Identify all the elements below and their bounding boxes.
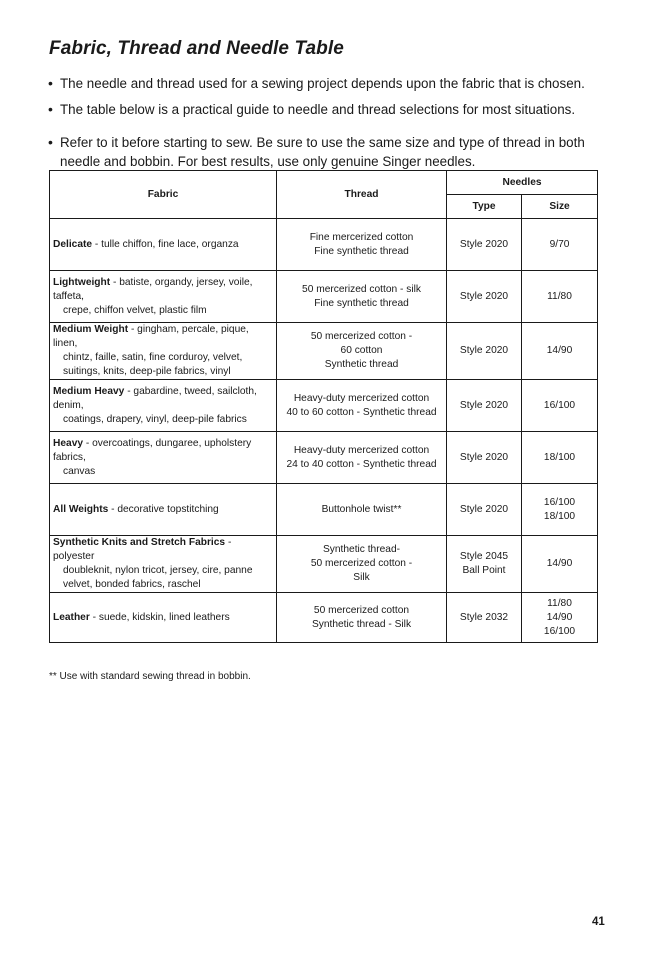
fabric-cell — [50, 323, 277, 380]
thread-cell — [277, 271, 447, 323]
needle-type-cell-line: Style 2032 — [459, 611, 509, 623]
thread-cell-line: Synthetic thread - Silk — [311, 618, 412, 630]
fabric-cell — [50, 593, 277, 643]
fabric-desc: crepe, chiffon velvet, plastic film — [63, 304, 207, 316]
needle-size-cell — [522, 484, 598, 536]
needle-size-cell-line: 16/100 — [543, 399, 576, 411]
needle-type-cell — [447, 593, 522, 643]
table-row — [50, 219, 598, 271]
fabric-desc: - polyester — [53, 537, 232, 562]
needle-type-cell-line: Style 2020 — [459, 238, 509, 250]
fabric-name: Medium Weight — [53, 324, 129, 335]
fabric-cell — [50, 432, 277, 484]
fabric-cell — [50, 380, 277, 432]
needle-type-cell-line: Style 2045 — [459, 551, 509, 562]
thread-cell-line: 40 to 60 cotton - Synthetic thread — [286, 406, 437, 418]
needle-type-cell — [447, 219, 522, 271]
needle-type-cell-line: Ball Point — [462, 565, 506, 576]
needle-type-cell-line: Style 2020 — [459, 345, 509, 356]
needle-size-cell-line: 14/90 — [546, 611, 573, 623]
fabric-name: Synthetic Knits and Stretch Fabrics — [53, 537, 226, 548]
table-body — [50, 219, 598, 643]
intro-bullets — [34, 74, 609, 178]
table-row — [50, 593, 598, 643]
fabric-name: Lightweight — [53, 276, 111, 288]
header-type: Type — [447, 195, 522, 219]
fabric-name: Leather — [53, 611, 90, 623]
thread-cell-line: 50 mercerized cotton — [313, 604, 410, 616]
header-size: Size — [522, 195, 598, 219]
needle-type-cell — [447, 380, 522, 432]
thread-cell-line: 50 mercerized cotton - — [310, 331, 413, 342]
fabric-desc: - decorative topstitching — [111, 503, 219, 515]
page-number: 41 — [592, 916, 605, 928]
thread-cell — [277, 323, 447, 380]
thread-cell — [277, 484, 447, 536]
needle-size-cell-line: 18/100 — [543, 510, 576, 522]
table-row — [50, 536, 598, 593]
fabric-desc: doubleknit, nylon tricot, jersey, cire, panne — [63, 565, 253, 576]
thread-cell — [277, 536, 447, 593]
table-row — [50, 271, 598, 323]
needle-type-cell-line: Style 2020 — [459, 451, 509, 463]
needle-type-cell — [447, 432, 522, 484]
bullet-item: • The needle and thread used for a sewing project depends upon the fabric that is chosen. — [34, 74, 609, 93]
thread-cell-line: Fine synthetic thread — [314, 245, 409, 257]
fabric-cell — [50, 271, 277, 323]
table-row — [50, 323, 598, 380]
needle-type-cell — [447, 271, 522, 323]
fabric-desc: - overcoatings, dungaree, upholstery fabrics, — [53, 437, 252, 463]
needle-size-cell-line: 11/80 — [547, 290, 572, 302]
thread-cell-line: Synthetic thread — [324, 359, 399, 370]
needle-size-cell — [522, 536, 598, 593]
fabric-name: Heavy — [53, 437, 84, 449]
needle-type-cell — [447, 484, 522, 536]
needle-type-cell-line: Style 2020 — [459, 399, 509, 411]
fabric-desc: coatings, drapery, vinyl, deep-pile fabrics — [63, 413, 247, 425]
needle-size-cell-line: 14/90 — [546, 345, 573, 356]
needle-type-cell — [447, 323, 522, 380]
header-needles: Needles — [447, 171, 598, 195]
page-title: Fabric, Thread and Needle Table — [49, 38, 344, 59]
needle-size-cell — [522, 593, 598, 643]
fabric-cell — [50, 536, 277, 593]
thread-cell-line: Fine synthetic thread — [314, 297, 409, 309]
table-row — [50, 380, 598, 432]
needle-size-cell — [522, 323, 598, 380]
fabric-thread-needle-table — [49, 170, 598, 643]
fabric-desc: - suede, kidskin, lined leathers — [92, 611, 230, 623]
fabric-cell — [50, 484, 277, 536]
thread-cell — [277, 219, 447, 271]
bullet-item: • Refer to it before starting to sew. Be sure to use the same size and type of thread in both needle and bobbin. For best results, use only genuine Singer needles. — [34, 133, 609, 171]
table-row — [50, 432, 598, 484]
fabric-desc: - tulle chiffon, fine lace, organza — [94, 238, 239, 250]
header-thread: Thread — [277, 171, 447, 219]
thread-cell — [277, 380, 447, 432]
thread-cell — [277, 432, 447, 484]
needle-size-cell-line: 14/90 — [546, 558, 573, 569]
needle-size-cell-line: 11/80 — [547, 597, 572, 609]
thread-cell-line: Fine mercerized cotton — [309, 231, 414, 243]
fabric-desc: canvas — [63, 465, 96, 477]
needle-type-cell — [447, 536, 522, 593]
thread-cell-line: Buttonhole twist** — [321, 503, 402, 515]
fabric-desc: - gabardine, tweed, sailcloth, denim, — [53, 385, 257, 411]
fabric-desc: velvet, bonded fabrics, raschel — [63, 579, 201, 590]
footnote: ** Use with standard sewing thread in bobbin. — [49, 671, 251, 682]
header-fabric: Fabric — [50, 171, 277, 219]
fabric-name: Delicate — [53, 238, 93, 250]
needle-type-cell-line: Style 2020 — [459, 290, 509, 302]
thread-cell-line: 24 to 40 cotton - Synthetic thread — [286, 458, 437, 470]
thread-cell — [277, 593, 447, 643]
fabric-desc: suitings, knits, deep-pile fabrics, vinyl — [63, 366, 231, 377]
needle-size-cell-line: 18/100 — [543, 451, 576, 463]
needle-size-cell-line: 16/100 — [543, 625, 576, 637]
needle-size-cell — [522, 380, 598, 432]
thread-cell-line: Synthetic thread- — [322, 544, 400, 555]
fabric-cell — [50, 219, 277, 271]
needle-size-cell-line: 16/100 — [543, 496, 576, 508]
needle-size-cell-line: 9/70 — [549, 238, 570, 250]
thread-cell-line: 50 mercerized cotton - — [310, 558, 413, 569]
fabric-desc: - batiste, organdy, jersey, voile, taffeta, — [53, 276, 253, 302]
needle-size-cell — [522, 219, 598, 271]
thread-cell-line: 60 cotton — [340, 345, 383, 356]
thread-cell-line: Heavy-duty mercerized cotton — [293, 444, 430, 456]
table-row — [50, 484, 598, 536]
fabric-name: Medium Heavy — [53, 385, 125, 397]
thread-cell-line: 50 mercerized cotton - silk — [302, 283, 421, 295]
fabric-desc: chintz, faille, satin, fine corduroy, velvet, — [63, 352, 243, 363]
needle-size-cell — [522, 432, 598, 484]
needle-type-cell-line: Style 2020 — [459, 503, 509, 515]
fabric-name: All Weights — [53, 503, 109, 515]
thread-cell-line: Heavy-duty mercerized cotton — [293, 392, 430, 404]
thread-cell-line: Silk — [353, 572, 370, 583]
needle-size-cell — [522, 271, 598, 323]
fabric-desc: - gingham, percale, pique, linen, — [53, 324, 249, 349]
bullet-item: • The table below is a practical guide to needle and thread selections for most situations. — [34, 100, 609, 119]
